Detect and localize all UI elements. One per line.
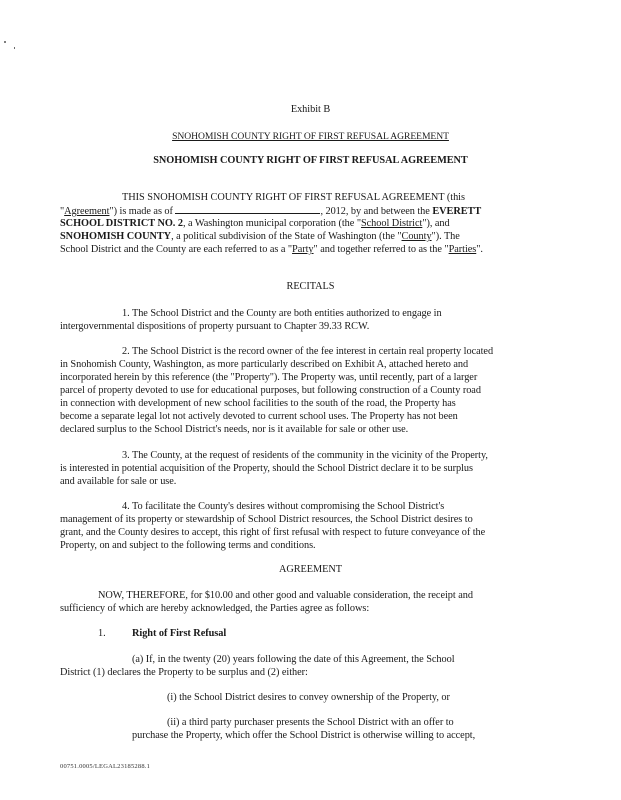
subsection-a-line: District (1) declares the Property to be surplus and (2) either: [60, 667, 308, 678]
text: "). The [431, 231, 460, 242]
intro-line [60, 204, 481, 218]
party-name: SCHOOL DISTRICT NO. 2 [60, 218, 183, 229]
recital-3-line: and available for sale or use. [60, 476, 177, 487]
text: , a political subdivision of the State of Washington (the " [171, 231, 402, 242]
recital-2-line: 2. The School District is the record owner of the fee interest in certain real property located [122, 346, 494, 357]
intro-line [60, 217, 450, 230]
title-underlined: SNOHOMISH COUNTY RIGHT OF FIRST REFUSAL AGREEMENT [172, 131, 449, 142]
defined-term: School District [360, 218, 423, 229]
party-name: SNOHOMISH COUNTY [60, 231, 172, 242]
recital-4-line: grant, and the County desires to accept, this right of first refusal with respect to future conveyance of the [60, 527, 486, 538]
recital-3-line: 3. The County, at the request of residents of the community in the vicinity of the Property, [122, 450, 488, 461]
text: ") is made as of [109, 206, 176, 217]
recital-2-line: become a separate legal lot not actively devoted to current school uses. The Property has not been [60, 411, 458, 422]
section-1-title: Right of First Refusal [132, 628, 227, 639]
defined-term: Party [292, 244, 314, 255]
clause-ii-line: (ii) a third party purchaser presents the School District with an offer to [167, 717, 454, 728]
intro-line [60, 243, 483, 256]
date-blank [175, 204, 320, 214]
consideration-line: NOW, THEREFORE, for $10.00 and other good and valuable consideration, the receipt and [98, 590, 473, 601]
text: "), and [422, 218, 450, 229]
agreement-heading: AGREEMENT [278, 564, 343, 575]
recital-2-line: incorporated herein by this reference (the "Property"). The Property was, until recently, part of a larger [60, 372, 478, 383]
text: , a Washington municipal corporation (the " [182, 218, 361, 229]
party-name: EVERETT [432, 206, 482, 217]
recital-2-line: in Snohomish County, Washington, as more particularly described on Exhibit A, attached hereto and [60, 359, 469, 370]
scan-speck [4, 41, 6, 43]
intro-line: THIS SNOHOMISH COUNTY RIGHT OF FIRST REFUSAL AGREEMENT (this [122, 192, 465, 203]
recital-1-line: intergovernmental dispositions of property pursuant to Chapter 39.33 RCW. [60, 321, 370, 332]
clause-ii-line: purchase the Property, which offer the School District is otherwise willing to accept, [132, 730, 476, 741]
text: , 2012, by and between the [320, 206, 433, 217]
recital-4-line: management of its property or stewardship of School District resources, the School District desires to [60, 514, 473, 525]
defined-term: Agreement [64, 206, 110, 217]
text: " [60, 206, 65, 217]
clause-i-line: (i) the School District desires to convey ownership of the Property, or [167, 692, 450, 703]
text: ". [476, 244, 483, 255]
consideration-line: sufficiency of which are hereby acknowledged, the Parties agree as follows: [60, 603, 370, 614]
recital-2-line: declared surplus to the School District's needs, nor is it available for sale or other use. [60, 424, 409, 435]
title-bold: SNOHOMISH COUNTY RIGHT OF FIRST REFUSAL AGREEMENT [153, 155, 468, 166]
recital-4-line: 4. To facilitate the County's desires without compromising the School District's [122, 501, 445, 512]
recital-2-line: in connection with development of new school facilities to the south of the road, the Property has [60, 398, 456, 409]
defined-term: Parties [448, 244, 477, 255]
recital-2-line: parcel of property devoted to use for educational purposes, but following construction of a County road [60, 385, 481, 396]
subsection-a-line: (a) If, in the twenty (20) years following the date of this Agreement, the School [132, 654, 455, 665]
recital-3-line: is interested in potential acquisition of the Property, should the School District declare it to be surplus [60, 463, 473, 474]
text: School District and the County are each referred to as a " [60, 244, 293, 255]
exhibit-label: Exhibit B [290, 104, 331, 115]
recital-4-line: Property, on and subject to the following terms and conditions. [60, 540, 316, 551]
document-footer-id: 00751.0005/LEGAL23185288.1 [60, 763, 151, 770]
text: " and together referred to as the " [313, 244, 449, 255]
recital-1-line: 1. The School District and the County are both entities authorized to engage in [122, 308, 442, 319]
scan-speck [14, 47, 15, 49]
recitals-heading: RECITALS [286, 281, 335, 292]
defined-term: County [401, 231, 432, 242]
section-1-number: 1. [98, 628, 106, 639]
intro-line [60, 230, 460, 243]
